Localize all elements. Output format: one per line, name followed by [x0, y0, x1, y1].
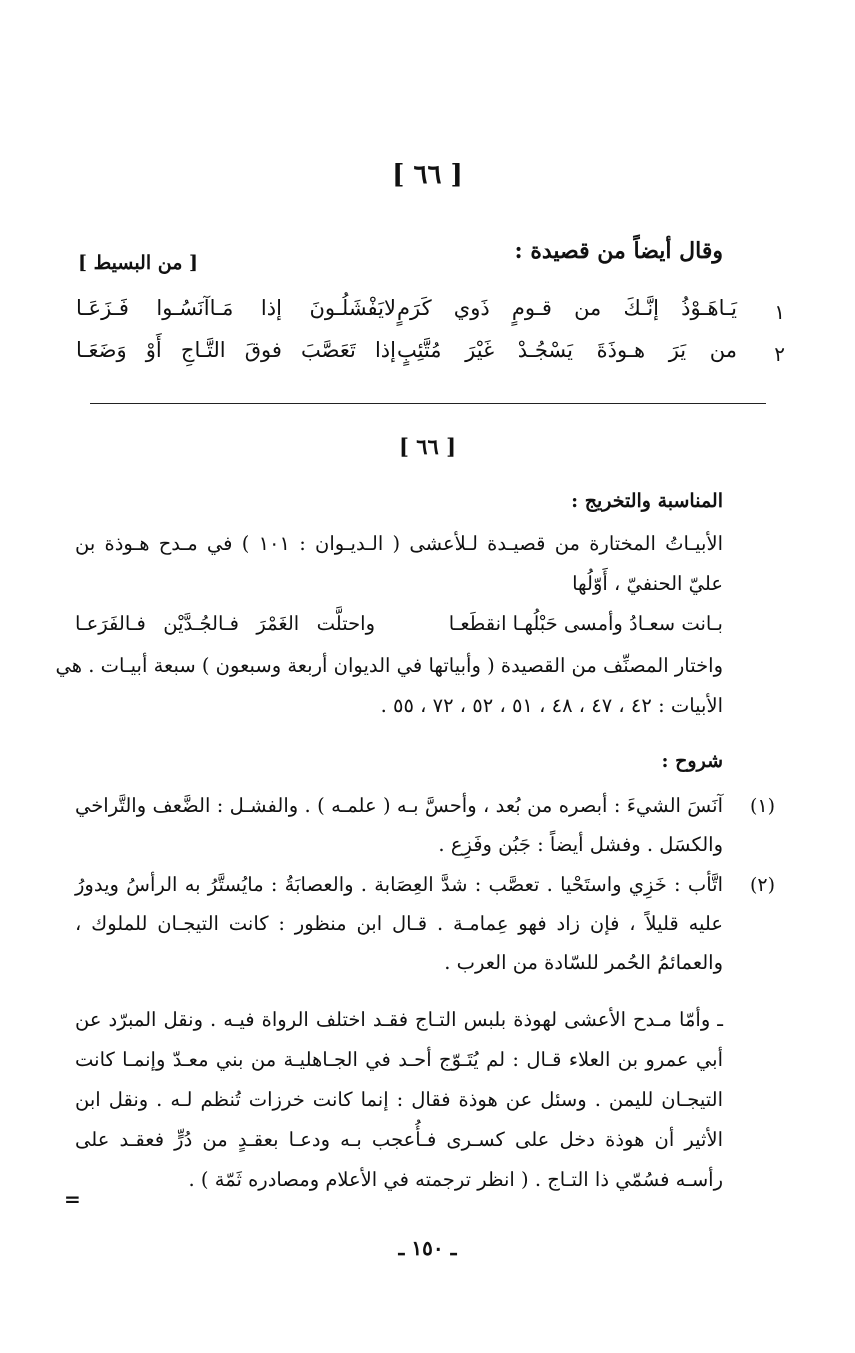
meter-label: [ من البسيط ] [78, 252, 198, 274]
quoted-second-hemistich: واحتلَّت الغَمْرَ فـالجُـدَّيْن فـالفَرَعـا [75, 612, 375, 635]
continuation-mark: = [64, 1187, 81, 1211]
note-text: آنَسَ الشيءَ : أبصره من بُعد ، وأحسَّ بـه ( علمـه ) . والفشـل : الضَّعف والتَّراخي والكسَل . وفشل أيضاً : جَبُن وفَزِع . [75, 794, 723, 856]
note-text: اتَّأب : خَزِي واستَحْيا . تعصَّب : شدَّ العِصَابة . والعصابَةُ : مايُستَّرُ به الرأسُ ويدورُ عليه قليلاً ، فإن زاد فهو عِمامـة . قـال ابن منظور : كانت التيجـان للملوك ، والعمائمُ الحُمر للسّادة من العرب . [75, 873, 723, 974]
note-number: (١) [749, 795, 775, 817]
verse-second-hemistich: إذا تَعَصَّبَ فوقَ التَّـاجِ أَوْ وَضَعَـا [76, 338, 396, 362]
verse-number: ٢ [774, 342, 785, 366]
selection-text: واختار المصنِّف من القصيدة ( وأبياتها في الديوان أربعة وسبعون ) سبعة أبيـات . هي [55, 654, 723, 677]
verse-row [70, 296, 785, 336]
quoted-first-hemistich: بـانت سعـادُ وأمسى حَبْلُهـا انقطَعـا [448, 612, 723, 635]
poem-number-heading: [ ٦٦ ] [392, 160, 463, 190]
closing-paragraph: ـ وأمّا مـدح الأعشى لهوذة بلبس التـاج فقـد اختلف الرواة فيـه . ونقل المبرّد عن أبي عمرو بن العلاء قـال : لم يُتَـوّج أحـد في الجـاهليـة من بني معـدّ وإنمـا كانت التيجـان لليمن . وسئل عن هوذة فقال : إنما كانت خرزات تُنظم لـه . ونقل ابن الأثير أن هوذة دخل على كسـرى فـأُعجب بـه ودعـا بعقـدٍ من دُرٍّ فعقـد على رأسـه فسُمّي ذا التـاج . ( انظر ترجمته في الأعلام ومصادره ثَمّة ) . [75, 1008, 723, 1191]
verse-row [70, 338, 785, 378]
verse-second-hemistich: لايَفْشَلُـونَ إذا مَـاآنَسُـوا فَـزَعَـا [76, 296, 396, 320]
selection-list: الأبيات : ٤٢ ، ٤٧ ، ٤٨ ، ٥١ ، ٥٢ ، ٧٢ ، ٥٥ . [380, 694, 723, 717]
shuruh-heading: شروح : [661, 750, 723, 772]
takhrij-paragraph: الأبيـاتُ المختارة من قصيـدة لـلأعشى ( الـديـوان : ١٠١ ) في مـدح هـوذة بن عليّ الحنفيّ ، أَوّلُها [75, 532, 723, 595]
verse-first-hemistich: من يَرَ هـوذَةَ يَسْجُـدْ غَيْرَ مُتَّئِبٍ [397, 338, 737, 362]
commentary-number-heading: [ ٦٦ ] [398, 434, 457, 459]
footnote-divider [90, 403, 766, 404]
verse-first-hemistich: يَـاهَـوْذُ إنَّـكَ من قـومٍ ذَوي كَرَمٍ [397, 296, 737, 320]
takhrij-heading: المناسبة والتخريج : [571, 490, 723, 512]
note-number: (٢) [749, 874, 775, 896]
quoted-verse [75, 612, 723, 648]
verse-number: ١ [774, 300, 785, 324]
page-number: ـ ١٥٠ ـ [398, 1236, 457, 1260]
poem-introduction: وقال أيضاً من قصيدة : [514, 238, 723, 264]
